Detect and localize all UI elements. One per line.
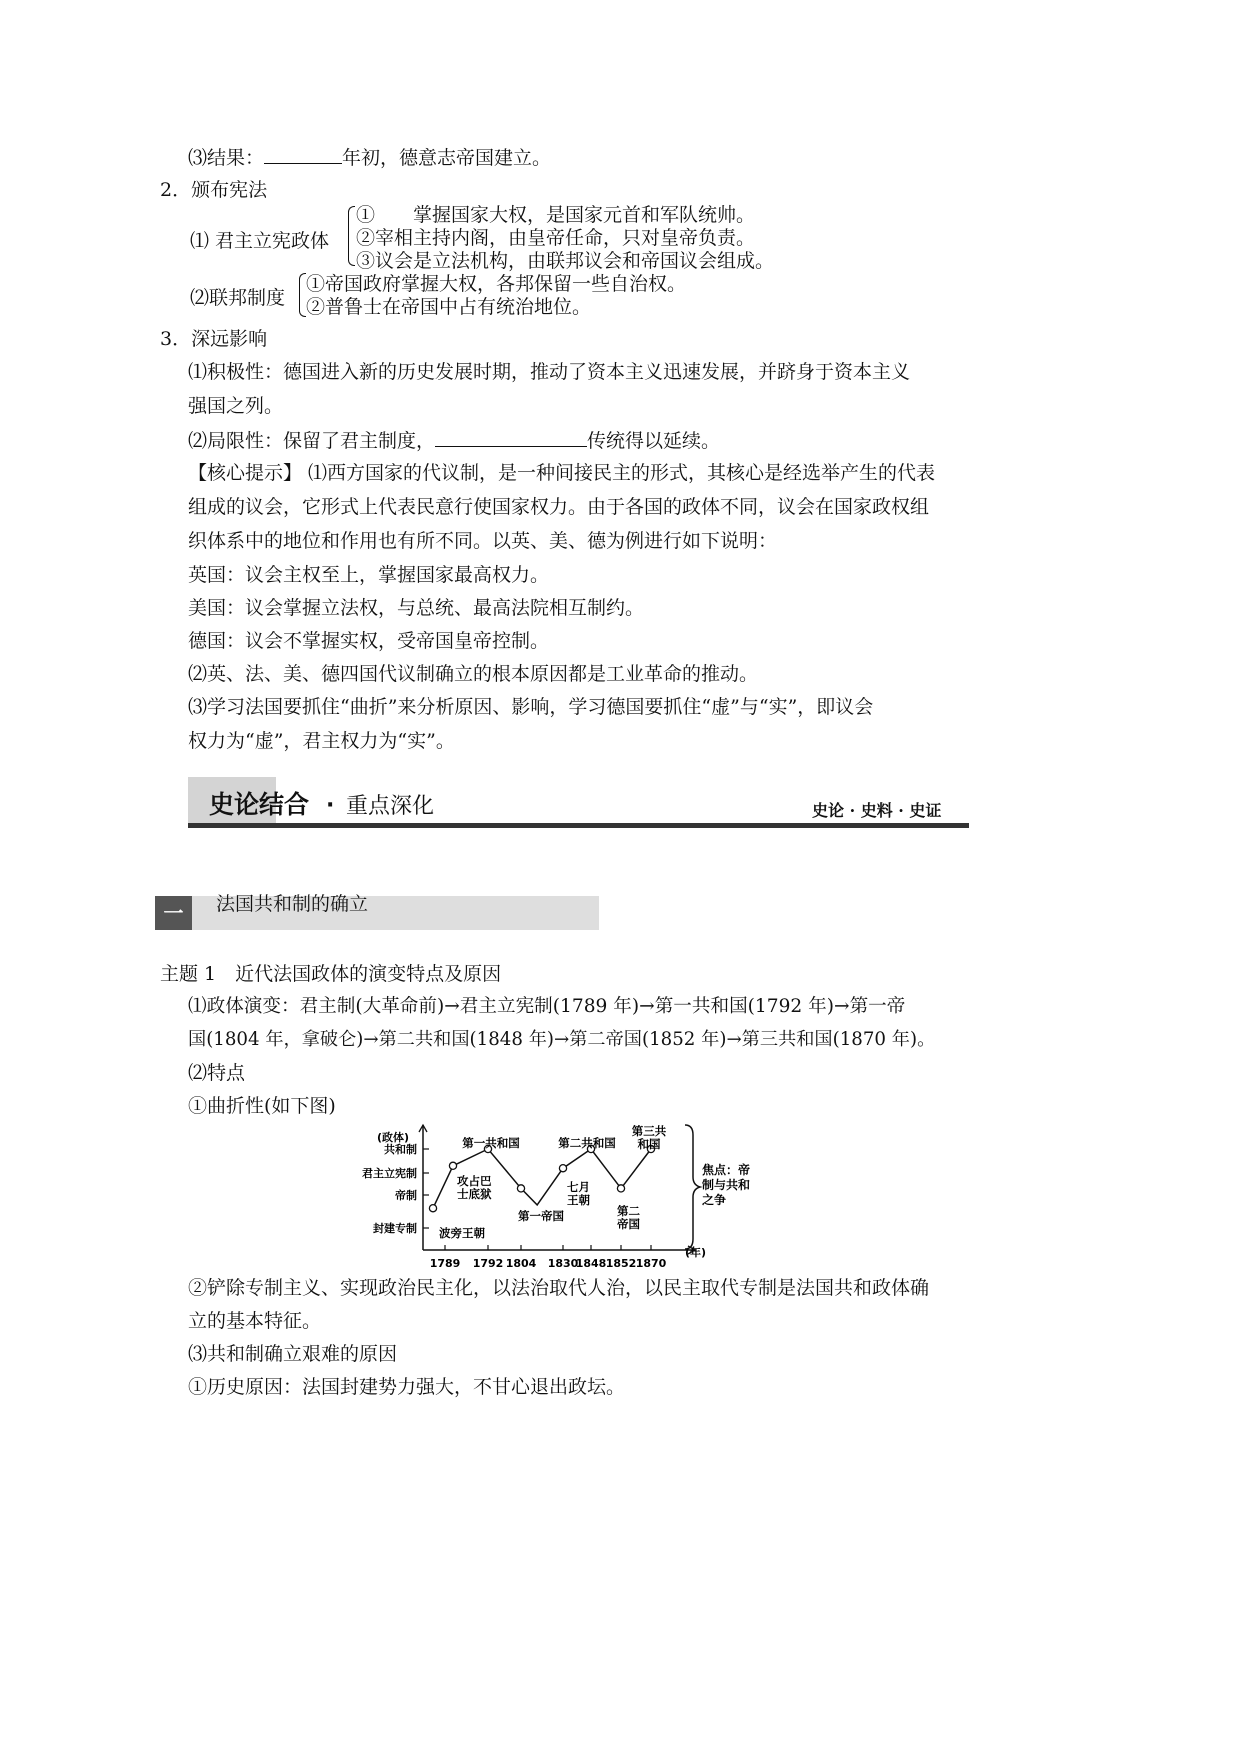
point-label: 第二共和国 — [558, 1136, 616, 1150]
twist-line: ①曲折性(如下图) — [188, 1095, 336, 1117]
core-line-2: 组成的议会，它形式上代表民意行使国家权力。由于各国的政体不同，议会在国家政权组 — [188, 496, 930, 518]
result-suffix: 年初，德意志帝国建立。 — [342, 147, 552, 169]
banner-rule — [188, 823, 969, 828]
eliminate-line-2: 立的基本特征。 — [188, 1310, 322, 1332]
y-tick-label: 帝制 — [395, 1189, 417, 1202]
result-blank[interactable] — [264, 145, 342, 164]
limit-blank[interactable] — [435, 428, 587, 447]
data-point — [449, 1162, 456, 1169]
focus-note: 焦点：帝制与共和之争 — [702, 1163, 751, 1207]
us-line: 美国：议会掌握立法权，与总统、最高法院相互制约。 — [188, 597, 645, 619]
monarchy-item-2: ②宰相主持内阁，由皇帝任命，只对皇帝负责。 — [356, 227, 756, 249]
monarchy-item-3: ③议会是立法机构，由联邦议会和帝国议会组成。 — [356, 250, 775, 272]
section-num: 一 — [163, 901, 184, 925]
eliminate-line-1: ②铲除专制主义、实现政治民主化，以法治取代人治，以民主取代专制是法国共和政体确 — [188, 1277, 930, 1299]
features-line: ⑵特点 — [188, 1062, 246, 1084]
positive-line-1: ⑴积极性：德国进入新的历史发展时期，推动了资本主义迅速发展，并跻身于资本主义 — [188, 361, 911, 383]
federal-item-1: ①帝国政府掌握大权，各邦保留一些自治权。 — [306, 273, 687, 295]
federal-item-2: ②普鲁士在帝国中占有统治地位。 — [306, 296, 592, 318]
x-tick-label: 1870 — [635, 1257, 667, 1270]
y-tick-label: 君主立宪制 — [362, 1167, 417, 1180]
banner-dot: · — [326, 793, 335, 818]
limit-prefix: ⑵局限性：保留了君主制度， — [188, 430, 436, 452]
x-tick-label: 1852 — [605, 1257, 637, 1270]
point-label: 第一帝国 — [518, 1209, 564, 1223]
heading-constitution: 2．颁布宪法 — [160, 179, 268, 201]
data-point — [559, 1165, 566, 1172]
de-line: 德国：议会不掌握实权，受帝国皇帝控制。 — [188, 630, 550, 652]
regime-chart — [355, 1115, 775, 1275]
federal-label: ⑵联邦制度 — [190, 287, 286, 309]
point-label: 第三共和国 — [631, 1124, 667, 1151]
y-tick-label: 共和制 — [384, 1143, 417, 1156]
monarchy-item-1: ① 掌握国家大权，是国家元首和军队统帅。 — [356, 204, 756, 226]
topic-line: 主题 1 近代法国政体的演变特点及原因 — [160, 963, 502, 985]
point-label: 攻占巴士底狱 — [457, 1174, 492, 1201]
limit-line — [188, 428, 720, 453]
result-line — [188, 145, 551, 170]
core-line-5: ⑶学习法国要抓住“曲折”来分析原因、影响，学习德国要抓住“虚”与“实”，即议会 — [188, 696, 874, 718]
core-line-6: 权力为“虚”，君主权力为“实”。 — [188, 730, 455, 752]
x-tick-label: 1848 — [575, 1257, 607, 1270]
x-axis-label: (年) — [685, 1246, 707, 1259]
history-line: ①历史原因：法国封建势力强大，不甘心退出政坛。 — [188, 1376, 626, 1398]
core-line-4: ⑵英、法、美、德四国代议制确立的根本原因都是工业革命的推动。 — [188, 663, 759, 685]
point-label: 波旁王朝 — [439, 1226, 485, 1240]
note-brace — [685, 1125, 700, 1249]
x-tick-label: 1792 — [472, 1257, 504, 1270]
x-tick-label: 1830 — [547, 1257, 579, 1270]
federal-brace — [299, 273, 306, 317]
data-point — [429, 1205, 436, 1212]
result-prefix: ⑶结果： — [188, 147, 265, 169]
data-point — [617, 1185, 624, 1192]
monarchy-brace — [348, 206, 355, 266]
point-label: 七月王朝 — [567, 1180, 590, 1207]
x-tick-label: 1804 — [505, 1257, 537, 1270]
core-line-1: 【核心提示】 ⑴西方国家的代议制，是一种间接民主的形式，其核心是经选举产生的代表 — [188, 462, 936, 484]
difficulty-line: ⑶共和制确立艰难的原因 — [188, 1343, 398, 1365]
y-tick-label: 封建专制 — [373, 1222, 417, 1235]
banner-subtitle: 重点深化 — [346, 794, 435, 819]
core-line-3: 织体系中的地位和作用也有所不同。以英、美、德为例进行如下说明： — [188, 530, 778, 552]
evolution-line-2: 国(1804 年，拿破仑)→第二共和国(1848 年)→第二帝国(1852 年)→第三共和国(1870 年)。 — [188, 1029, 936, 1050]
positive-line-2: 强国之列。 — [188, 395, 284, 417]
data-point — [517, 1185, 524, 1192]
evolution-line-1: ⑴政体演变：君主制(大革命前)→君主立宪制(1789 年)→第一共和国(1792 年)→第一帝 — [188, 996, 906, 1017]
limit-suffix: 传统得以延续。 — [587, 430, 721, 452]
y-axis-label: (政体) — [376, 1131, 409, 1144]
banner-right: 史论 · 史料 · 史证 — [812, 801, 942, 820]
banner-title: 史论结合 — [209, 790, 310, 819]
section-title: 法国共和制的确立 — [216, 893, 369, 915]
x-tick-label: 1789 — [429, 1257, 461, 1270]
uk-line: 英国：议会主权至上，掌握国家最高权力。 — [188, 564, 550, 586]
point-label: 第一共和国 — [462, 1136, 520, 1150]
heading-impact: 3．深远影响 — [160, 328, 268, 350]
point-label: 第二帝国 — [617, 1204, 640, 1231]
monarchy-label: ⑴ 君主立宪政体 — [190, 230, 330, 252]
